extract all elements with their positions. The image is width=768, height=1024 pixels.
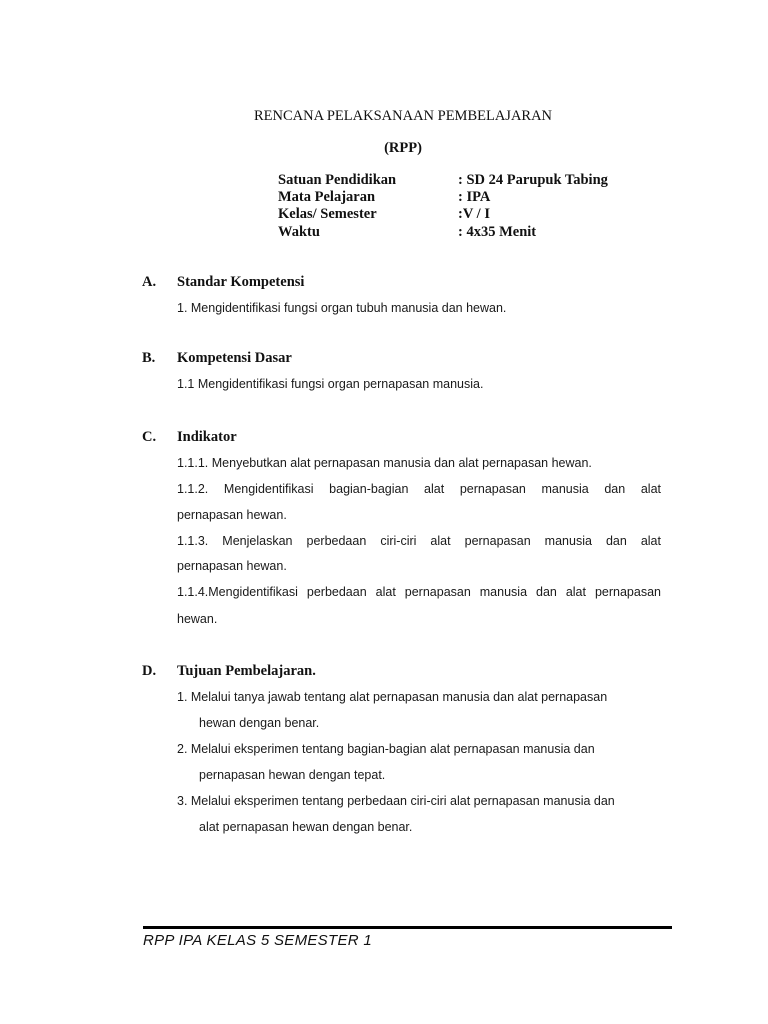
indicator-line: 1.1.1. Menyebutkan alat pernapasan manusia dan alat pernapasan hewan. [177, 456, 592, 470]
document-subtitle: (RPP) [384, 140, 422, 156]
objective-line: 1. Melalui tanya jawab tentang alat pernapasan manusia dan alat pernapasan [177, 690, 608, 704]
objective-line: pernapasan hewan dengan tepat. [199, 768, 386, 782]
indicator-line: 1.1.2. Mengidentifikasi bagian-bagian alat pernapasan manusia dan alat [177, 482, 661, 496]
info-value: : IPA [458, 189, 491, 205]
info-value: :V / I [458, 206, 490, 222]
info-label: Mata Pelajaran [278, 189, 376, 205]
indicator-line: pernapasan hewan. [177, 508, 287, 522]
list-item: 1. Mengidentifikasi fungsi organ tubuh manusia dan hewan. [177, 301, 507, 315]
objective-line: hewan dengan benar. [199, 716, 320, 730]
section-letter: B. [142, 350, 156, 366]
section-letter: A. [142, 274, 157, 290]
objective-line: 3. Melalui eksperimen tentang perbedaan ciri-ciri alat pernapasan manusia dan [177, 794, 615, 808]
info-label: Satuan Pendidikan [278, 172, 397, 188]
info-value: : SD 24 Parupuk Tabing [458, 172, 608, 188]
section-title: Indikator [177, 429, 237, 445]
list-item: 1.1 Mengidentifikasi fungsi organ pernapasan manusia. [177, 377, 484, 391]
footer-text: RPP IPA KELAS 5 SEMESTER 1 [143, 932, 372, 949]
section-title: Tujuan Pembelajaran. [177, 663, 316, 679]
footer-divider [143, 926, 672, 929]
objective-line: 2. Melalui eksperimen tentang bagian-bagian alat pernapasan manusia dan [177, 742, 595, 756]
section-letter: D. [142, 663, 157, 679]
indicator-line: hewan. [177, 612, 218, 626]
objective-line: alat pernapasan hewan dengan benar. [199, 820, 413, 834]
info-value: : 4x35 Menit [458, 224, 537, 240]
section-title: Standar Kompetensi [177, 274, 305, 290]
section-letter: C. [142, 429, 157, 445]
info-label: Kelas/ Semester [278, 206, 377, 222]
indicator-line: 1.1.4.Mengidentifikasi perbedaan alat pernapasan manusia dan alat pernapasan [177, 585, 661, 599]
document-title: RENCANA PELAKSANAAN PEMBELAJARAN [253, 108, 553, 124]
section-title: Kompetensi Dasar [177, 350, 292, 366]
indicator-line: 1.1.3. Menjelaskan perbedaan ciri-ciri alat pernapasan manusia dan alat [177, 534, 661, 548]
info-label: Waktu [278, 224, 320, 240]
indicator-line: pernapasan hewan. [177, 559, 287, 573]
